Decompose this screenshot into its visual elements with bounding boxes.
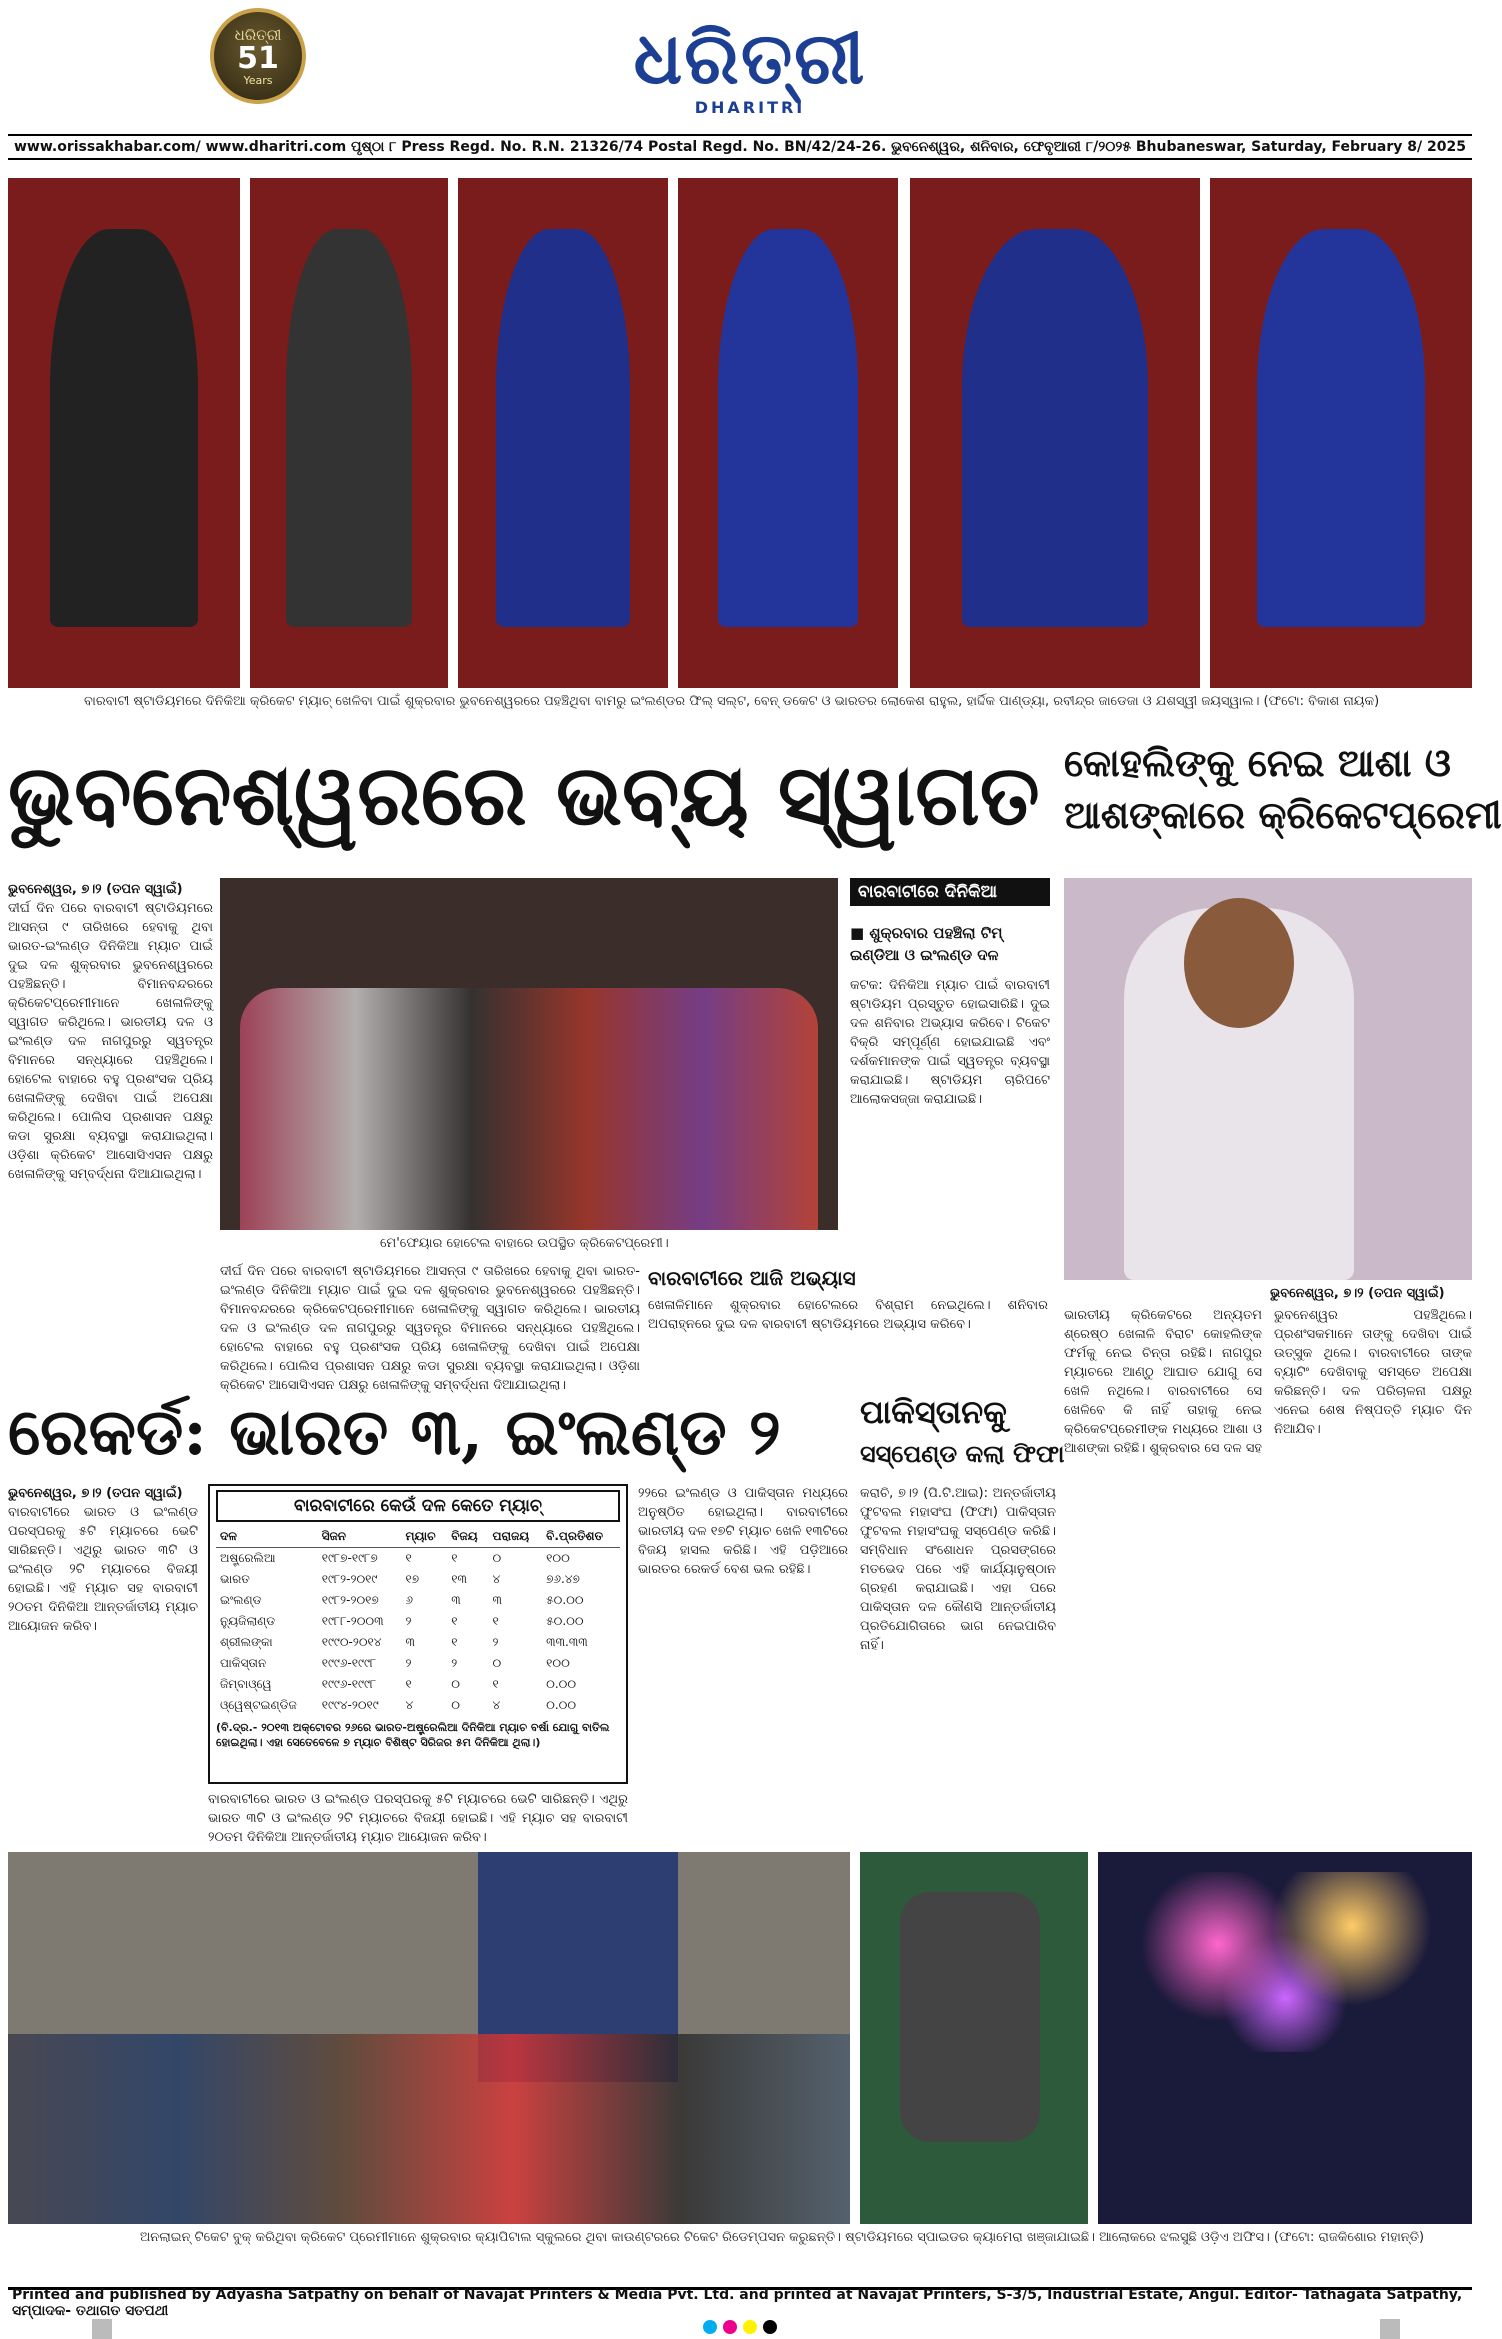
kohli-headline-line1: କୋହଲିଙ୍କୁ ନେଇ ଆଶା ଓ bbox=[1064, 740, 1451, 785]
photo-ravindra-jadeja bbox=[910, 178, 1200, 688]
table-cell: ୧ bbox=[451, 1551, 458, 1565]
newspaper-logo bbox=[600, 15, 900, 128]
table-row bbox=[216, 1632, 620, 1653]
table-row bbox=[216, 1611, 620, 1632]
photo-yashasvi-jaiswal bbox=[1210, 178, 1472, 688]
main-article-cont: ଦୀର୍ଘ ଦିନ ପରେ ବାରବାଟୀ ଷ୍ଟାଡିୟମରେ ଆସନ୍ତା ୯ ତାରିଖରେ ହେବାକୁ ଥିବା ଭାରତ-ଇଂଲଣ୍ଡ ଦିନିକିଆ ମ୍ୟାଚ ପାଇଁ ଦୁଇ ଦଳ ଶୁକ୍ରବାର ଭୁବନେଶ୍ୱରରେ ପହଞ୍ଚିଛନ୍ତି। ବିମାନବନ୍ଦରରେ କ୍ରିକେଟପ୍ରେମୀମାନେ ଖେଳାଳିଙ୍କୁ ସ୍ୱାଗତ କରିଥିଲେ। ଭାରତୀୟ ଦଳ ଓ ଇଂଲଣ୍ଡ ଦଳ ନାଗପୁରରୁ ସ୍ୱତନ୍ତ୍ର ବିମାନରେ ସନ୍ଧ୍ୟାରେ ପହଞ୍ଚିଥିଲେ। ହୋଟେଲ ବାହାରେ ବହୁ ପ୍ରଶଂସକ ପ୍ରିୟ ଖେଳାଳିଙ୍କୁ ଦେଖିବା ପାଇଁ ଅପେକ୍ଷା କରିଥିଲେ। ପୋଲିସ ପ୍ରଶାସନ ପକ୍ଷରୁ କଡା ସୁରକ୍ଷା ବ୍ୟବସ୍ଥା କରାଯାଇଥିଲା। ଓଡ଼ିଶା କ୍ରିକେଟ ଆସୋସିଏସନ ପକ୍ଷରୁ ଖେଳାଳିଙ୍କୁ ସମ୍ବର୍ଦ୍ଧନା ଦିଆଯାଇଥିଲା। bbox=[220, 1264, 640, 1393]
registration-mark bbox=[92, 2319, 112, 2339]
kohli-body: ଭାରତୀୟ କ୍ରିକେଟରେ ଅନ୍ୟତମ ଶ୍ରେଷ୍ଠ ଖେଳାଳି ବିରାଟ କୋହଲିଙ୍କ ଫର୍ମକୁ ନେଇ ଚିନ୍ତା ରହିଛି। ନାଗପୁର ମ୍ୟାଚରେ ଆଣ୍ଠୁ ଆଘାତ ଯୋଗୁ ସେ ଖେଳି ନଥିଲେ। ବାରବାଟୀରେ ସେ ଖେଳିବେ କି ନାହିଁ ତାହାକୁ ନେଇ କ୍ରିକେଟପ୍ରେମୀଙ୍କ ମଧ୍ୟରେ ଆଶା ଓ ଆଶଙ୍କା ରହିଛି। ଶୁକ୍ରବାର ସେ ଦଳ ସହ ଭୁବନେଶ୍ୱର ପହଞ୍ଚିଥିଲେ। ପ୍ରଶଂସକମାନେ ତାଙ୍କୁ ଦେଖିବା ପାଇଁ ଉତ୍ସୁକ ଥିଲେ। ବାରବାଟୀରେ ତାଙ୍କ ବ୍ୟାଟିଂ ଦେଖିବାକୁ ସମସ୍ତେ ଅପେକ୍ଷା କରିଛନ୍ତି। ଦଳ ପରିଚାଳନା ପକ୍ଷରୁ ଏନେଇ ଶେଷ ନିଷ୍ପତ୍ତି ମ୍ୟାଚ ଦିନ ନିଆଯିବ। bbox=[1064, 1308, 1472, 1456]
registration: ପୃଷ୍ଠା ୮ Press Regd. No. R.N. 21326/74 Postal Regd. No. BN/42/24-26. bbox=[350, 139, 887, 155]
logo-text: ଧରିତ୍ରୀ bbox=[633, 15, 867, 100]
fifa-headline-line2: ସସ୍ପେଣ୍ଡ କଲା ଫିଫା bbox=[860, 1439, 1065, 1468]
kohli-headline-line2: ଆଶଙ୍କାରେ କ୍ରିକେଟପ୍ରେମୀ bbox=[1064, 792, 1502, 837]
date-odia: ଭୁବନେଶ୍ୱର, ଶନିବାର, ଫେବୃଆରୀ ୮/୨୦୨୫ bbox=[891, 139, 1132, 155]
table-cell: ୬ bbox=[405, 1593, 414, 1607]
table-cell: ୧୭ bbox=[405, 1572, 420, 1586]
table-cell: ଜିମ୍ବାଓ୍ୱେ bbox=[220, 1677, 272, 1691]
table-row bbox=[216, 1695, 620, 1716]
table-cell: ୦ bbox=[451, 1677, 460, 1691]
table-cell: ୪ bbox=[492, 1698, 501, 1712]
table-cell: ଓ୍ୱେଷ୍ଟଇଣ୍ଡିଜ bbox=[220, 1698, 297, 1712]
anniversary-number: 51 bbox=[237, 41, 279, 76]
table-row bbox=[216, 1548, 620, 1570]
main-body: ଦୀର୍ଘ ଦିନ ପରେ ବାରବାଟୀ ଷ୍ଟାଡିୟମରେ ଆସନ୍ତା ୯ ତାରିଖରେ ହେବାକୁ ଥିବା ଭାରତ-ଇଂଲଣ୍ଡ ଦିନିକିଆ ମ୍ୟାଚ ପାଇଁ ଦୁଇ ଦଳ ଶୁକ୍ରବାର ଭୁବନେଶ୍ୱରରେ ପହଞ୍ଚିଛନ୍ତି। ବିମାନବନ୍ଦରରେ କ୍ରିକେଟପ୍ରେମୀମାନେ ଖେଳାଳିଙ୍କୁ ସ୍ୱାଗତ କରିଥିଲେ। ଭାରତୀୟ ଦଳ ଓ ଇଂଲଣ୍ଡ ଦଳ ନାଗପୁରରୁ ସ୍ୱତନ୍ତ୍ର ବିମାନରେ ସନ୍ଧ୍ୟାରେ ପହଞ୍ଚିଥିଲେ। ହୋଟେଲ ବାହାରେ ବହୁ ପ୍ରଶଂସକ ପ୍ରିୟ ଖେଳାଳିଙ୍କୁ ଦେଖିବା ପାଇଁ ଅପେକ୍ଷା କରିଥିଲେ। ପୋଲିସ ପ୍ରଶାସନ ପକ୍ଷରୁ କଡା ସୁରକ୍ଷା ବ୍ୟବସ୍ଥା କରାଯାଇଥିଲା। ଓଡ଼ିଶା କ୍ରିକେଟ ଆସୋସିଏସନ ପକ୍ଷରୁ ଖେଳାଳିଙ୍କୁ ସମ୍ବର୍ଦ୍ଧନା ଦିଆଯାଇଥିଲା। bbox=[8, 901, 213, 1182]
record-col2: ୨୨ରେ ଇଂଲଣ୍ଡ ଓ ପାକିସ୍ତାନ ମଧ୍ୟରେ ଅନୁଷ୍ଠିତ ହୋଇଥିଲା। ବାରବାଟୀରେ ଭାରତୀୟ ଦଳ ୧୭ଟି ମ୍ୟାଚ ଖେଳି ୧୩ଟିରେ ବିଜୟ ହାସଲ କରିଛି। ଏହି ପଡ଼ିଆରେ ଭାରତର ରେକର୍ଡ ବେଶ ଭଲ ରହିଛି। bbox=[638, 1486, 848, 1577]
table-cell: ୩ bbox=[405, 1635, 415, 1649]
photo-spider-cam bbox=[860, 1852, 1088, 2224]
table-cell: ଅଷ୍ଟ୍ରେଲିଆ bbox=[220, 1551, 276, 1565]
barabati-box-header bbox=[850, 878, 1050, 918]
stats-table bbox=[216, 1526, 620, 1716]
table-cell: ୦ bbox=[492, 1656, 502, 1670]
websites: www.orissakhabar.com/ www.dharitri.com bbox=[14, 139, 347, 155]
logo-sub: DHARITRI bbox=[694, 98, 806, 117]
table-cell: ୩୩.୩୩ bbox=[546, 1635, 588, 1649]
col-wins: ବିଜୟ bbox=[447, 1526, 488, 1548]
stats-note: (ବି.ଦ୍ର.- ୨୦୧୩ ଅକ୍ଟୋବର ୨୬ରେ ଭାରତ-ଅଷ୍ଟ୍ରେଲିଆ ଦିନିକିଆ ମ୍ୟାଚ ବର୍ଷା ଯୋଗୁ ବାତିଲ ହୋଇଥିଲା। ଏହା ସେତେବେଳେ ୭ ମ୍ୟାଚ ବିଶିଷ୍ଟ ସିରିଜର ୫ମ ଦିନିକିଆ ଥିଲା।) bbox=[216, 1721, 610, 1749]
anniversary-badge bbox=[210, 8, 306, 104]
bottom-caption: ଅନଲାଇନ୍ ଟିକେଟ ବୁକ୍ କରିଥିବା କ୍ରିକେଟ ପ୍ରେମୀମାନେ ଶୁକ୍ରବାର କ୍ୟାପିଟାଲ ସ୍କୁଲରେ ଥିବା କାଉଣ୍ଟରରେ ଟିକେଟ ରିଡେମ୍ପସନ କରୁଛନ୍ତି। ଷ୍ଟାଡିୟମରେ ସ୍ପାଇଡର କ୍ୟାମେରା ଖଞ୍ଜାଯାଇଛି। ଆଲୋକରେ ଝଲସୁଛି ଓଡ଼ିଏ ଅଫିସ। (ଫଟୋ: ରାଜକିଶୋର ମହାନ୍ତି) bbox=[140, 2230, 1425, 2245]
photo-kl-rahul bbox=[458, 178, 668, 688]
table-cell: ୧ bbox=[405, 1551, 412, 1565]
record-headline: ରେକର୍ଡ: ଭାରତ ୩, ଇଂଲଣ୍ଡ ୨ bbox=[8, 1395, 781, 1470]
record-col-under-table: ବାରବାଟୀରେ ଭାରତ ଓ ଇଂଲଣ୍ଡ ପରସ୍ପରକୁ ୫ଟି ମ୍ୟାଚରେ ଭେଟି ସାରିଛନ୍ତି। ଏଥିରୁ ଭାରତ ୩ଟି ଓ ଇଂଲଣ୍ଡ ୨ଟି ମ୍ୟାଚରେ ବିଜୟୀ ହୋଇଛି। ଏହି ମ୍ୟାଚ ସହ ବାରବାଟୀ ୨୦ତମ ଦିନିକିଆ ଆନ୍ତର୍ଜାତୀୟ ମ୍ୟାଚ ଆୟୋଜନ କରିବ। bbox=[208, 1792, 628, 1845]
anniversary-years: Years bbox=[243, 74, 273, 87]
table-row bbox=[216, 1653, 620, 1674]
main-dateline: ଭୁବନେଶ୍ୱର, ୭।୨ (ତପନ ସ୍ୱାଇଁ) bbox=[8, 882, 183, 897]
table-cell: ଶ୍ରୀଲଙ୍କା bbox=[220, 1635, 273, 1649]
practice-body: ଖେଳାଳିମାନେ ଶୁକ୍ରବାର ହୋଟେଲରେ ବିଶ୍ରାମ ନେଇଥିଲେ। ଶନିବାର ଅପରାହ୍ନରେ ଦୁଇ ଦଳ ବାରବାଟୀ ଷ୍ଟାଡିୟମରେ ଅଭ୍ୟାସ କରିବେ। bbox=[648, 1298, 1048, 1332]
kohli-dateline: ଭୁବନେଶ୍ୱର, ୭।୨ (ତପନ ସ୍ୱାଇଁ) bbox=[1270, 1286, 1445, 1301]
record-col1: ଭୁବନେଶ୍ୱର, ୭।୨ (ତପନ ସ୍ୱାଇଁ) ବାରବାଟୀରେ ଭାରତ ଓ ଇଂଲଣ୍ଡ ପରସ୍ପରକୁ ୫ଟି ମ୍ୟାଚରେ ଭେଟି ସାରିଛନ୍ତି। ଏଥିରୁ ଭାରତ ୩ଟି ଓ ଇଂଲଣ୍ଡ ୨ଟି ମ୍ୟାଚରେ ବିଜୟୀ ହୋଇଛି। ଏହି ମ୍ୟାଚ ସହ ବାରବାଟୀ ୨୦ତମ ଦିନିକିଆ ଆନ୍ତର୍ଜାତୀୟ ମ୍ୟାଚ ଆୟୋଜନ କରିବ। bbox=[8, 1486, 198, 1634]
col-team: ଦଳ bbox=[216, 1526, 318, 1548]
table-row bbox=[216, 1569, 620, 1590]
table-cell: ୦ bbox=[451, 1698, 460, 1712]
footer-imprint: Printed and published by Adyasha Satpathy on behalf of Navajat Printers & Media Pvt. Ltd. and printed at Navajat Printers, S-3/5, Industrial Estate, Angul. Editor- Tathagata Satpathy, ସମ୍ପାଦକ- ତଥାଗତ ସତପଥୀ bbox=[12, 2286, 1463, 2319]
anniversary-top: ଧରିତ୍ରୀ bbox=[234, 26, 282, 44]
cmyk-marks bbox=[700, 2319, 820, 2337]
table-cell: ୫୦.୦୦ bbox=[546, 1614, 584, 1628]
col-win-pct: ବି.ପ୍ରତିଶତ bbox=[542, 1526, 620, 1548]
table-cell: ୪ bbox=[492, 1572, 501, 1586]
table-cell: ୦ bbox=[492, 1551, 502, 1565]
table-cell: ୧୯୯୬-୧୯୯୮ bbox=[321, 1656, 377, 1670]
table-cell: ପାକିସ୍ତାନ bbox=[220, 1656, 267, 1670]
table-cell: ୧୯୯୪-୨୦୧୯ bbox=[321, 1698, 379, 1712]
table-cell: ୩ bbox=[451, 1593, 461, 1607]
table-cell: ୧ bbox=[405, 1677, 412, 1691]
table-cell: ୪ bbox=[405, 1698, 414, 1712]
table-cell: ୧ bbox=[451, 1635, 458, 1649]
crowd-caption: ମେ'ଫେୟାର ହୋଟେଲ ବାହାରେ ଉପସ୍ଥିତ କ୍ରିକେଟପ୍ରେମୀ। bbox=[380, 1236, 669, 1251]
registration-mark-right bbox=[1380, 2319, 1400, 2339]
fifa-body: କରାଚି, ୭।୨ (ପି.ଟି.ଆଇ): ଅନ୍ତର୍ଜାତୀୟ ଫୁଟବଲ ମହାସଂଘ (ଫିଫା) ପାକିସ୍ତାନ ଫୁଟବଲ ମହାସଂଘକୁ ସସ୍ପେଣ୍ଡ କରିଛି। ସମ୍ବିଧାନ ସଂଶୋଧନ ପ୍ରସଙ୍ଗରେ ମତଭେଦ ପରେ ଏହି କାର୍ଯ୍ୟାନୁଷ୍ଠାନ ଗ୍ରହଣ କରାଯାଇଛି। ଏହା ପରେ ପାକିସ୍ତାନ ଦଳ କୌଣସି ଆନ୍ତର୍ଜାତୀୟ ପ୍ରତିଯୋଗିତାରେ ଭାଗ ନେଇପାରିବ ନାହିଁ। bbox=[860, 1486, 1056, 1653]
footer bbox=[8, 2286, 1472, 2319]
table-cell: ୧୯୯୬-୧୯୯୮ bbox=[321, 1677, 377, 1691]
barabati-body: କଟକ: ଦିନିକିଆ ମ୍ୟାଚ ପାଇଁ ବାରବାଟୀ ଷ୍ଟାଡିୟମ ପ୍ରସ୍ତୁତ ହୋଇସାରିଛି। ଦୁଇ ଦଳ ଶନିବାର ଅଭ୍ୟାସ କରିବେ। ଟିକେଟ ବିକ୍ରି ସମ୍ପୂର୍ଣ୍ଣ ହୋଇଯାଇଛି ଏବଂ ଦର୍ଶକମାନଙ୍କ ପାଇଁ ସ୍ୱତନ୍ତ୍ର ବ୍ୟବସ୍ଥା କରାଯାଇଛି। ଷ୍ଟାଡିୟମ ଚାରିପଟେ ଆଲୋକସଜ୍ଜା କରାଯାଇଛି। bbox=[850, 978, 1050, 1107]
table-cell: ୧ bbox=[492, 1614, 499, 1628]
table-cell: ୧୦୦ bbox=[546, 1551, 570, 1565]
table-cell: ୧୦୦ bbox=[546, 1656, 570, 1670]
table-cell: ୧୯୯୦-୨୦୧୪ bbox=[321, 1635, 382, 1649]
table-row bbox=[216, 1590, 620, 1611]
col-losses: ପରାଜୟ bbox=[489, 1526, 543, 1548]
table-cell: ୧୩ bbox=[451, 1572, 467, 1586]
table-cell: ୦.୦୦ bbox=[546, 1677, 577, 1691]
barabati-header-text: ବାରବାଟୀରେ ଦିନିକିଆ bbox=[850, 878, 1050, 906]
photo-ben-duckett bbox=[250, 178, 448, 688]
photo-crowd bbox=[220, 878, 838, 1230]
col-matches: ମ୍ୟାଚ bbox=[401, 1526, 447, 1548]
table-cell: ୧୯୮୭-୧୯୮୭ bbox=[321, 1551, 378, 1565]
top-photo-caption: ବାରବାଟୀ ଷ୍ଟାଡିୟମରେ ଦିନିକିଆ କ୍ରିକେଟ ମ୍ୟାଚ୍ ଖେଳିବା ପାଇଁ ଶୁକ୍ରବାର ଭୁବନେଶ୍ୱରରେ ପହଞ୍ଚିଥିବା ବାମରୁ ଇଂଲଣ୍ଡର ଫିଲ୍ ସଲ୍ଟ, ବେନ୍ ଡକେଟ ଓ ଭାରତର ଲୋକେଶ ରାହୁଲ, ହାର୍ଦ୍ଦିକ ପାଣ୍ଡ୍ୟା, ରବୀନ୍ଦ୍ର ଜାଡେଜା ଓ ଯଶସ୍ୱୀ ଜୟସ୍ୱାଲ। (ଫଟୋ: ବିକାଶ ନାୟକ) bbox=[84, 694, 1380, 709]
fifa-headline-line1: ପାକିସ୍ତାନକୁ bbox=[860, 1393, 1007, 1431]
table-cell: ୧ bbox=[492, 1677, 499, 1691]
barabati-sub: ■ ଶୁକ୍ରବାର ପହଞ୍ଚିଲା ଟିମ୍ ଇଣ୍ଡିଆ ଓ ଇଂଲଣ୍ଡ ଦଳ bbox=[850, 924, 1003, 964]
table-cell: ନ୍ୟୁଜିଲାଣ୍ଡ bbox=[220, 1614, 276, 1628]
table-cell: ୧ bbox=[451, 1614, 458, 1628]
table-cell: ୧୯୮୨-୨୦୧୭ bbox=[321, 1593, 379, 1607]
table-cell: ୩ bbox=[492, 1593, 502, 1607]
main-headline: ଭୁବନେଶ୍ୱରରେ ଭବ୍ୟ ସ୍ୱାଗତ bbox=[8, 745, 1040, 844]
photo-hardik-pandya bbox=[678, 178, 898, 688]
photo-ticket-queue bbox=[8, 1852, 850, 2224]
photo-lighting bbox=[1098, 1852, 1472, 2224]
date-english: Bhubaneswar, Saturday, February 8/ 2025 bbox=[1135, 139, 1466, 155]
col-season: ସିଜନ bbox=[318, 1526, 402, 1548]
table-cell: ୨ bbox=[405, 1614, 412, 1628]
stats-table-title: ବାରବାଟୀରେ କେଉଁ ଦଳ କେତେ ମ୍ୟାଚ୍ bbox=[216, 1490, 620, 1522]
table-cell: ଭାରତ bbox=[220, 1572, 250, 1586]
stats-table-box bbox=[208, 1484, 628, 1784]
table-row bbox=[216, 1674, 620, 1695]
table-cell: ୭୬.୪୭ bbox=[546, 1572, 580, 1586]
table-cell: ୧୯୮୨-୨୦୧୯ bbox=[321, 1572, 378, 1586]
table-cell: ୫୦.୦୦ bbox=[546, 1593, 584, 1607]
table-cell: ଇଂଲଣ୍ଡ bbox=[220, 1593, 262, 1607]
table-cell: ୧୯୮୮-୨୦୦୩ bbox=[321, 1614, 384, 1628]
table-cell: ୨ bbox=[405, 1656, 412, 1670]
photo-phil-salt bbox=[8, 178, 240, 688]
masthead-info-bar bbox=[8, 134, 1472, 160]
table-cell: ୨ bbox=[451, 1656, 458, 1670]
main-article-col bbox=[8, 880, 213, 1366]
photo-virat-kohli bbox=[1064, 878, 1472, 1280]
table-cell: ୨ bbox=[492, 1635, 499, 1649]
practice-subhead: ବାରବାଟୀରେ ଆଜି ଅଭ୍ୟାସ bbox=[648, 1266, 856, 1290]
table-cell: ୦.୦୦ bbox=[546, 1698, 577, 1712]
